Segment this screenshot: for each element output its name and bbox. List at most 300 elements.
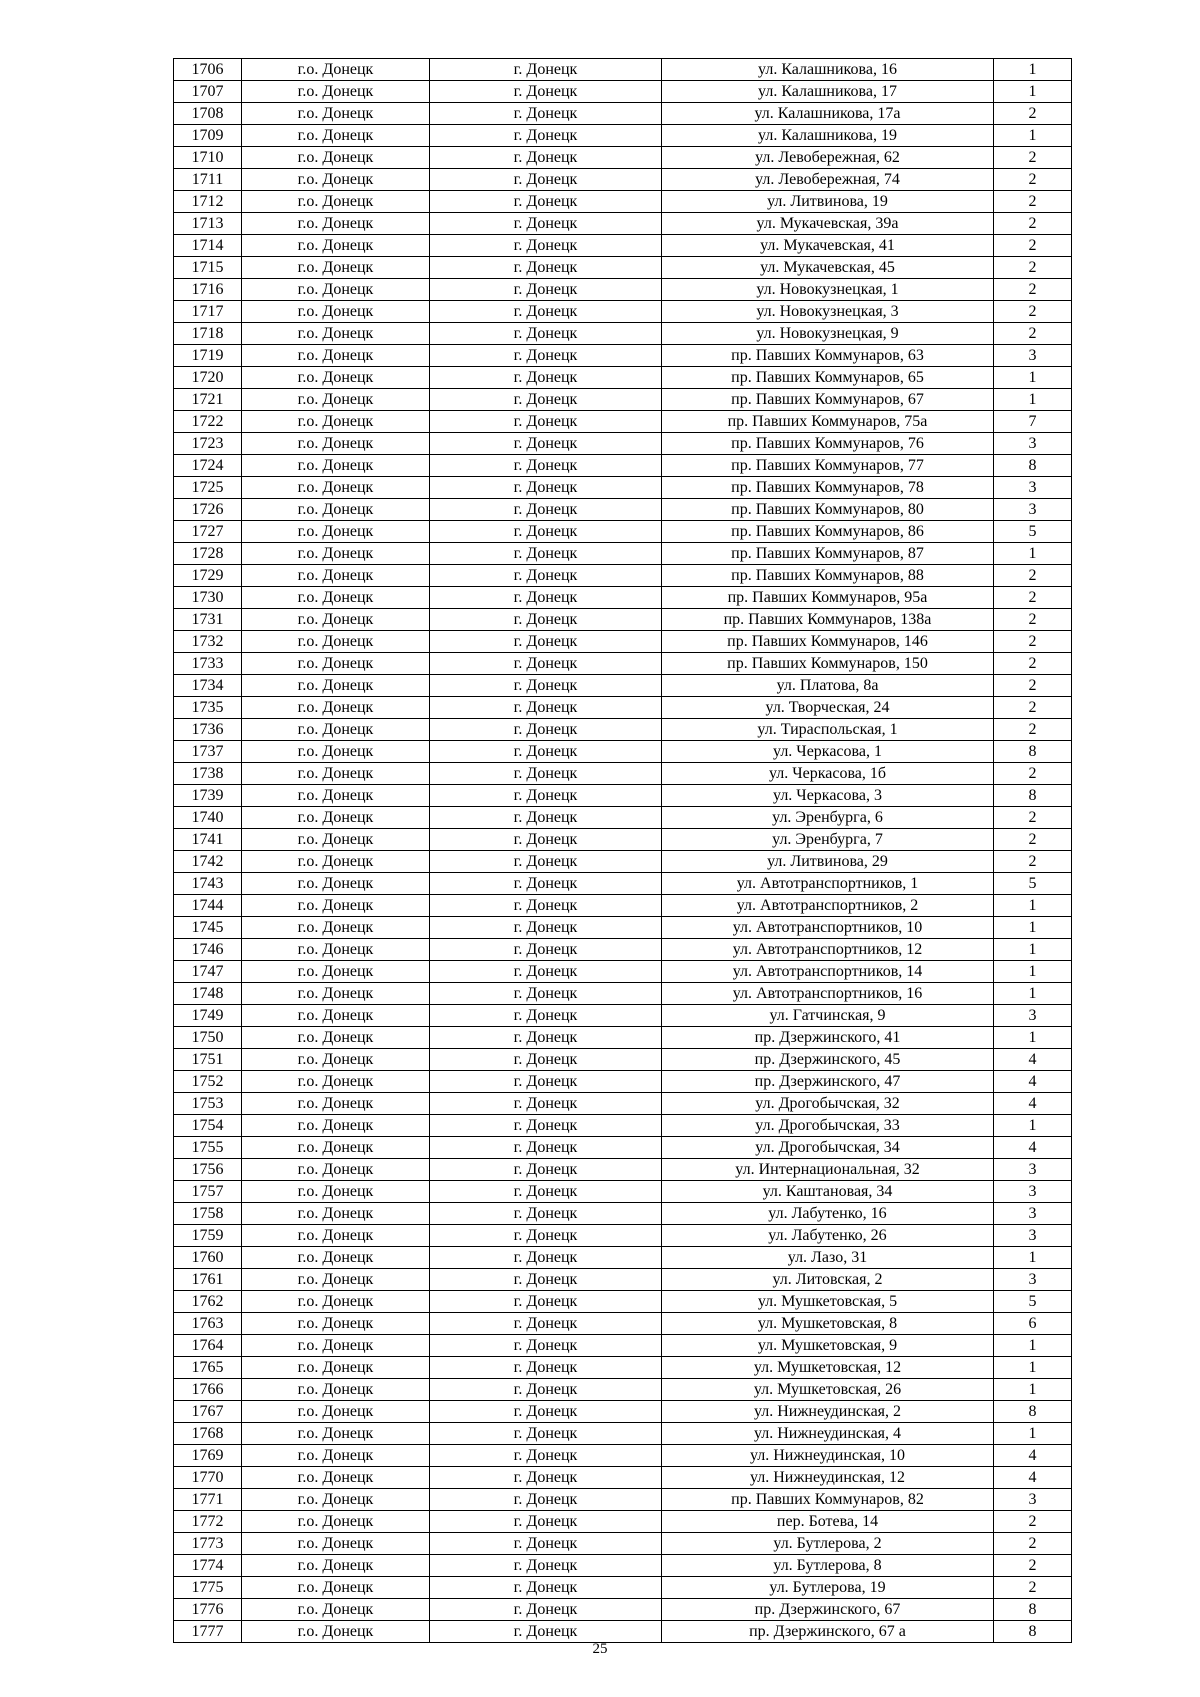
city-cell: г. Донецк [430, 653, 662, 675]
address-cell: пр. Павших Коммунаров, 78 [662, 477, 994, 499]
address-cell: ул. Черкасова, 3 [662, 785, 994, 807]
row-number-cell: 1742 [174, 851, 242, 873]
address-cell: пр. Павших Коммунаров, 80 [662, 499, 994, 521]
table-row [174, 697, 1072, 719]
district-cell: г.о. Донецк [242, 785, 430, 807]
row-number-cell: 1740 [174, 807, 242, 829]
count-cell: 7 [994, 411, 1072, 433]
address-cell: ул. Новокузнецкая, 3 [662, 301, 994, 323]
row-number-cell: 1750 [174, 1027, 242, 1049]
city-cell: г. Донецк [430, 411, 662, 433]
address-cell: ул. Бутлерова, 2 [662, 1533, 994, 1555]
table-row [174, 675, 1072, 697]
count-cell: 8 [994, 1599, 1072, 1621]
count-cell: 2 [994, 169, 1072, 191]
city-cell: г. Донецк [430, 367, 662, 389]
city-cell: г. Донецк [430, 1203, 662, 1225]
city-cell: г. Донецк [430, 631, 662, 653]
table-row [174, 917, 1072, 939]
row-number-cell: 1711 [174, 169, 242, 191]
row-number-cell: 1752 [174, 1071, 242, 1093]
address-cell: ул. Новокузнецкая, 1 [662, 279, 994, 301]
address-cell: ул. Бутлерова, 8 [662, 1555, 994, 1577]
district-cell: г.о. Донецк [242, 1093, 430, 1115]
count-cell: 2 [994, 1555, 1072, 1577]
address-cell: ул. Калашникова, 16 [662, 59, 994, 81]
table-row [174, 367, 1072, 389]
row-number-cell: 1760 [174, 1247, 242, 1269]
table-row [174, 873, 1072, 895]
district-cell: г.о. Донецк [242, 1049, 430, 1071]
row-number-cell: 1730 [174, 587, 242, 609]
table-row [174, 1511, 1072, 1533]
table-row [174, 1401, 1072, 1423]
address-cell: пр. Павших Коммунаров, 146 [662, 631, 994, 653]
row-number-cell: 1776 [174, 1599, 242, 1621]
district-cell: г.о. Донецк [242, 1225, 430, 1247]
district-cell: г.о. Донецк [242, 1313, 430, 1335]
count-cell: 2 [994, 323, 1072, 345]
district-cell: г.о. Донецк [242, 631, 430, 653]
city-cell: г. Донецк [430, 81, 662, 103]
address-table-body [174, 59, 1072, 1643]
district-cell: г.о. Донецк [242, 411, 430, 433]
row-number-cell: 1751 [174, 1049, 242, 1071]
row-number-cell: 1719 [174, 345, 242, 367]
district-cell: г.о. Донецк [242, 873, 430, 895]
row-number-cell: 1735 [174, 697, 242, 719]
address-cell: пр. Павших Коммунаров, 63 [662, 345, 994, 367]
district-cell: г.о. Донецк [242, 1599, 430, 1621]
row-number-cell: 1731 [174, 609, 242, 631]
address-cell: ул. Мушкетовская, 8 [662, 1313, 994, 1335]
city-cell: г. Донецк [430, 543, 662, 565]
district-cell: г.о. Донецк [242, 433, 430, 455]
district-cell: г.о. Донецк [242, 1445, 430, 1467]
count-cell: 2 [994, 675, 1072, 697]
address-cell: ул. Калашникова, 17а [662, 103, 994, 125]
address-cell: пр. Павших Коммунаров, 65 [662, 367, 994, 389]
row-number-cell: 1749 [174, 1005, 242, 1027]
page-number: 25 [592, 1641, 608, 1657]
table-row [174, 1599, 1072, 1621]
row-number-cell: 1770 [174, 1467, 242, 1489]
address-cell: ул. Литвинова, 19 [662, 191, 994, 213]
row-number-cell: 1777 [174, 1621, 242, 1643]
district-cell: г.о. Донецк [242, 1115, 430, 1137]
district-cell: г.о. Донецк [242, 763, 430, 785]
district-cell: г.о. Донецк [242, 1401, 430, 1423]
address-cell: ул. Бутлерова, 19 [662, 1577, 994, 1599]
count-cell: 1 [994, 983, 1072, 1005]
row-number-cell: 1759 [174, 1225, 242, 1247]
city-cell: г. Донецк [430, 1137, 662, 1159]
city-cell: г. Донецк [430, 1533, 662, 1555]
district-cell: г.о. Донецк [242, 1467, 430, 1489]
address-cell: ул. Черкасова, 1б [662, 763, 994, 785]
city-cell: г. Донецк [430, 125, 662, 147]
table-row [174, 1071, 1072, 1093]
city-cell: г. Донецк [430, 939, 662, 961]
count-cell: 4 [994, 1445, 1072, 1467]
address-cell: пр. Дзержинского, 67 а [662, 1621, 994, 1643]
table-row [174, 1577, 1072, 1599]
row-number-cell: 1748 [174, 983, 242, 1005]
count-cell: 2 [994, 279, 1072, 301]
city-cell: г. Донецк [430, 345, 662, 367]
city-cell: г. Донецк [430, 169, 662, 191]
row-number-cell: 1718 [174, 323, 242, 345]
address-cell: ул. Каштановая, 34 [662, 1181, 994, 1203]
district-cell: г.о. Донецк [242, 939, 430, 961]
count-cell: 4 [994, 1049, 1072, 1071]
table-row [174, 477, 1072, 499]
city-cell: г. Донецк [430, 59, 662, 81]
city-cell: г. Донецк [430, 961, 662, 983]
district-cell: г.о. Донецк [242, 543, 430, 565]
table-row [174, 851, 1072, 873]
address-cell: ул. Нижнеудинская, 12 [662, 1467, 994, 1489]
count-cell: 3 [994, 1005, 1072, 1027]
address-cell: ул. Мушкетовская, 5 [662, 1291, 994, 1313]
count-cell: 1 [994, 1379, 1072, 1401]
table-row [174, 609, 1072, 631]
city-cell: г. Донецк [430, 499, 662, 521]
address-cell: ул. Тираспольская, 1 [662, 719, 994, 741]
city-cell: г. Донецк [430, 1247, 662, 1269]
table-row [174, 389, 1072, 411]
count-cell: 2 [994, 103, 1072, 125]
table-row [174, 587, 1072, 609]
district-cell: г.о. Донецк [242, 279, 430, 301]
count-cell: 2 [994, 763, 1072, 785]
count-cell: 2 [994, 609, 1072, 631]
count-cell: 1 [994, 59, 1072, 81]
row-number-cell: 1756 [174, 1159, 242, 1181]
address-table [173, 58, 1072, 1643]
table-row [174, 1621, 1072, 1643]
count-cell: 4 [994, 1467, 1072, 1489]
district-cell: г.о. Донецк [242, 829, 430, 851]
count-cell: 3 [994, 1159, 1072, 1181]
address-cell: ул. Творческая, 24 [662, 697, 994, 719]
address-cell: ул. Лабутенко, 26 [662, 1225, 994, 1247]
table-row [174, 147, 1072, 169]
district-cell: г.о. Донецк [242, 191, 430, 213]
table-row [174, 1357, 1072, 1379]
district-cell: г.о. Донецк [242, 125, 430, 147]
address-cell: ул. Автотранспортников, 14 [662, 961, 994, 983]
table-row [174, 1203, 1072, 1225]
city-cell: г. Донецк [430, 477, 662, 499]
count-cell: 5 [994, 521, 1072, 543]
count-cell: 6 [994, 1313, 1072, 1335]
district-cell: г.о. Донецк [242, 961, 430, 983]
row-number-cell: 1737 [174, 741, 242, 763]
address-cell: ул. Автотранспортников, 16 [662, 983, 994, 1005]
row-number-cell: 1767 [174, 1401, 242, 1423]
row-number-cell: 1744 [174, 895, 242, 917]
count-cell: 3 [994, 1203, 1072, 1225]
address-cell: ул. Дрогобычская, 32 [662, 1093, 994, 1115]
district-cell: г.о. Донецк [242, 257, 430, 279]
city-cell: г. Донецк [430, 895, 662, 917]
address-cell: ул. Дрогобычская, 34 [662, 1137, 994, 1159]
address-cell: ул. Литвинова, 29 [662, 851, 994, 873]
table-row [174, 1379, 1072, 1401]
row-number-cell: 1734 [174, 675, 242, 697]
table-row [174, 1335, 1072, 1357]
district-cell: г.о. Донецк [242, 1247, 430, 1269]
address-cell: пр. Павших Коммунаров, 76 [662, 433, 994, 455]
row-number-cell: 1727 [174, 521, 242, 543]
district-cell: г.о. Донецк [242, 719, 430, 741]
table-row [174, 279, 1072, 301]
address-cell: ул. Автотранспортников, 2 [662, 895, 994, 917]
count-cell: 8 [994, 1621, 1072, 1643]
city-cell: г. Донецк [430, 1093, 662, 1115]
table-row [174, 1489, 1072, 1511]
city-cell: г. Донецк [430, 1115, 662, 1137]
row-number-cell: 1753 [174, 1093, 242, 1115]
city-cell: г. Донецк [430, 389, 662, 411]
district-cell: г.о. Донецк [242, 103, 430, 125]
address-cell: пр. Дзержинского, 45 [662, 1049, 994, 1071]
district-cell: г.о. Донецк [242, 1555, 430, 1577]
table-row [174, 521, 1072, 543]
table-row [174, 235, 1072, 257]
city-cell: г. Донецк [430, 1071, 662, 1093]
row-number-cell: 1709 [174, 125, 242, 147]
table-row [174, 785, 1072, 807]
city-cell: г. Донецк [430, 1357, 662, 1379]
city-cell: г. Донецк [430, 851, 662, 873]
address-cell: ул. Эренбурга, 6 [662, 807, 994, 829]
row-number-cell: 1715 [174, 257, 242, 279]
table-row [174, 213, 1072, 235]
count-cell: 1 [994, 961, 1072, 983]
row-number-cell: 1732 [174, 631, 242, 653]
table-row [174, 1115, 1072, 1137]
row-number-cell: 1765 [174, 1357, 242, 1379]
city-cell: г. Донецк [430, 1511, 662, 1533]
district-cell: г.о. Донецк [242, 895, 430, 917]
count-cell: 8 [994, 785, 1072, 807]
count-cell: 3 [994, 499, 1072, 521]
count-cell: 2 [994, 697, 1072, 719]
district-cell: г.о. Донецк [242, 565, 430, 587]
district-cell: г.о. Донецк [242, 653, 430, 675]
table-row [174, 543, 1072, 565]
city-cell: г. Донецк [430, 1555, 662, 1577]
district-cell: г.о. Донецк [242, 1181, 430, 1203]
table-row [174, 1093, 1072, 1115]
city-cell: г. Донецк [430, 1335, 662, 1357]
address-cell: ул. Эренбурга, 7 [662, 829, 994, 851]
city-cell: г. Донецк [430, 917, 662, 939]
row-number-cell: 1721 [174, 389, 242, 411]
count-cell: 2 [994, 301, 1072, 323]
row-number-cell: 1758 [174, 1203, 242, 1225]
table-row [174, 1313, 1072, 1335]
city-cell: г. Донецк [430, 433, 662, 455]
district-cell: г.о. Донецк [242, 477, 430, 499]
address-cell: ул. Нижнеудинская, 4 [662, 1423, 994, 1445]
table-row [174, 81, 1072, 103]
address-cell: ул. Мушкетовская, 12 [662, 1357, 994, 1379]
row-number-cell: 1714 [174, 235, 242, 257]
city-cell: г. Донецк [430, 1423, 662, 1445]
row-number-cell: 1766 [174, 1379, 242, 1401]
count-cell: 1 [994, 125, 1072, 147]
address-cell: пр. Дзержинского, 67 [662, 1599, 994, 1621]
address-cell: ул. Мукачевская, 41 [662, 235, 994, 257]
city-cell: г. Донецк [430, 1489, 662, 1511]
city-cell: г. Донецк [430, 257, 662, 279]
table-row [174, 345, 1072, 367]
table-row [174, 323, 1072, 345]
city-cell: г. Донецк [430, 719, 662, 741]
table-row [174, 1049, 1072, 1071]
district-cell: г.о. Донецк [242, 499, 430, 521]
row-number-cell: 1771 [174, 1489, 242, 1511]
count-cell: 1 [994, 917, 1072, 939]
city-cell: г. Донецк [430, 873, 662, 895]
table-row [174, 1247, 1072, 1269]
row-number-cell: 1757 [174, 1181, 242, 1203]
count-cell: 2 [994, 829, 1072, 851]
row-number-cell: 1775 [174, 1577, 242, 1599]
count-cell: 1 [994, 81, 1072, 103]
city-cell: г. Донецк [430, 1379, 662, 1401]
count-cell: 2 [994, 257, 1072, 279]
address-cell: пр. Дзержинского, 47 [662, 1071, 994, 1093]
row-number-cell: 1763 [174, 1313, 242, 1335]
city-cell: г. Донецк [430, 565, 662, 587]
address-cell: пр. Павших Коммунаров, 77 [662, 455, 994, 477]
district-cell: г.о. Донецк [242, 1379, 430, 1401]
address-cell: ул. Автотранспортников, 10 [662, 917, 994, 939]
count-cell: 1 [994, 1335, 1072, 1357]
address-cell: ул. Литовская, 2 [662, 1269, 994, 1291]
address-cell: ул. Платова, 8а [662, 675, 994, 697]
city-cell: г. Донецк [430, 1027, 662, 1049]
table-row [174, 1445, 1072, 1467]
city-cell: г. Донецк [430, 1313, 662, 1335]
row-number-cell: 1773 [174, 1533, 242, 1555]
row-number-cell: 1764 [174, 1335, 242, 1357]
row-number-cell: 1720 [174, 367, 242, 389]
count-cell: 2 [994, 147, 1072, 169]
district-cell: г.о. Донецк [242, 147, 430, 169]
district-cell: г.о. Донецк [242, 345, 430, 367]
district-cell: г.о. Донецк [242, 697, 430, 719]
district-cell: г.о. Донецк [242, 521, 430, 543]
table-row [174, 125, 1072, 147]
city-cell: г. Донецк [430, 697, 662, 719]
district-cell: г.о. Донецк [242, 587, 430, 609]
address-cell: пр. Павших Коммунаров, 75а [662, 411, 994, 433]
city-cell: г. Донецк [430, 1005, 662, 1027]
table-row [174, 59, 1072, 81]
city-cell: г. Донецк [430, 301, 662, 323]
district-cell: г.о. Донецк [242, 1489, 430, 1511]
table-row [174, 939, 1072, 961]
district-cell: г.о. Донецк [242, 59, 430, 81]
city-cell: г. Донецк [430, 785, 662, 807]
table-row [174, 433, 1072, 455]
city-cell: г. Донецк [430, 235, 662, 257]
address-cell: ул. Калашникова, 19 [662, 125, 994, 147]
table-row [174, 631, 1072, 653]
table-row [174, 1533, 1072, 1555]
district-cell: г.о. Донецк [242, 455, 430, 477]
address-cell: пр. Павших Коммунаров, 88 [662, 565, 994, 587]
count-cell: 3 [994, 1225, 1072, 1247]
city-cell: г. Донецк [430, 675, 662, 697]
address-cell: ул. Левобережная, 74 [662, 169, 994, 191]
address-cell: пр. Павших Коммунаров, 86 [662, 521, 994, 543]
district-cell: г.о. Донецк [242, 235, 430, 257]
city-cell: г. Донецк [430, 1401, 662, 1423]
city-cell: г. Донецк [430, 521, 662, 543]
address-cell: ул. Мушкетовская, 26 [662, 1379, 994, 1401]
district-cell: г.о. Донецк [242, 1269, 430, 1291]
district-cell: г.о. Донецк [242, 1577, 430, 1599]
row-number-cell: 1741 [174, 829, 242, 851]
row-number-cell: 1754 [174, 1115, 242, 1137]
district-cell: г.о. Донецк [242, 81, 430, 103]
address-cell: ул. Левобережная, 62 [662, 147, 994, 169]
count-cell: 8 [994, 741, 1072, 763]
district-cell: г.о. Донецк [242, 1137, 430, 1159]
district-cell: г.о. Донецк [242, 741, 430, 763]
count-cell: 1 [994, 543, 1072, 565]
city-cell: г. Донецк [430, 763, 662, 785]
city-cell: г. Донецк [430, 1181, 662, 1203]
district-cell: г.о. Донецк [242, 1621, 430, 1643]
city-cell: г. Донецк [430, 455, 662, 477]
row-number-cell: 1739 [174, 785, 242, 807]
address-cell: ул. Интернациональная, 32 [662, 1159, 994, 1181]
city-cell: г. Донецк [430, 587, 662, 609]
address-cell: пр. Павших Коммунаров, 150 [662, 653, 994, 675]
row-number-cell: 1746 [174, 939, 242, 961]
count-cell: 1 [994, 939, 1072, 961]
row-number-cell: 1723 [174, 433, 242, 455]
row-number-cell: 1761 [174, 1269, 242, 1291]
district-cell: г.о. Донецк [242, 389, 430, 411]
address-cell: пр. Дзержинского, 41 [662, 1027, 994, 1049]
district-cell: г.о. Донецк [242, 675, 430, 697]
city-cell: г. Донецк [430, 191, 662, 213]
row-number-cell: 1729 [174, 565, 242, 587]
row-number-cell: 1717 [174, 301, 242, 323]
row-number-cell: 1725 [174, 477, 242, 499]
table-row [174, 1005, 1072, 1027]
count-cell: 2 [994, 1577, 1072, 1599]
table-row [174, 1027, 1072, 1049]
district-cell: г.о. Донецк [242, 1335, 430, 1357]
district-cell: г.о. Донецк [242, 1027, 430, 1049]
address-cell: ул. Черкасова, 1 [662, 741, 994, 763]
city-cell: г. Донецк [430, 103, 662, 125]
district-cell: г.о. Донецк [242, 1159, 430, 1181]
city-cell: г. Донецк [430, 829, 662, 851]
count-cell: 1 [994, 1027, 1072, 1049]
count-cell: 3 [994, 1181, 1072, 1203]
row-number-cell: 1716 [174, 279, 242, 301]
